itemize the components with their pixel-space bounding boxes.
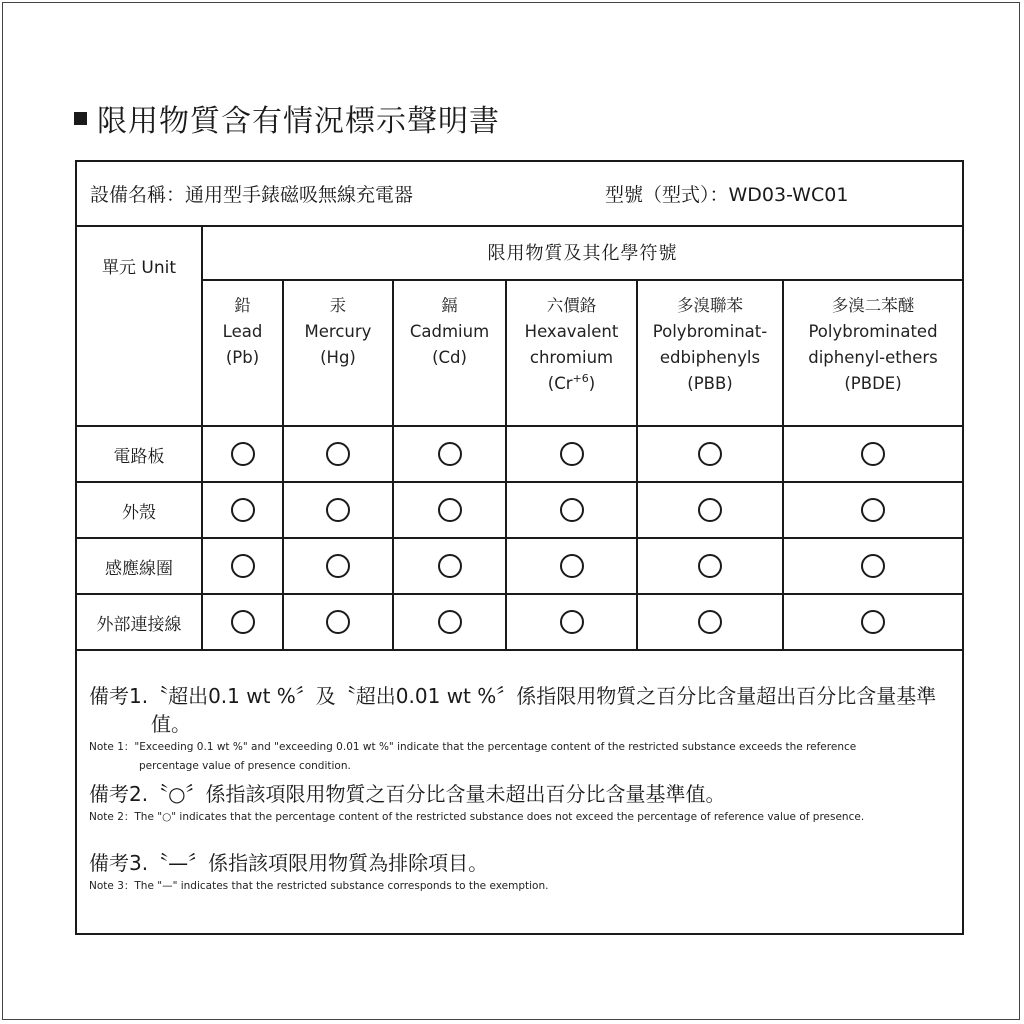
cell-mark <box>393 482 506 538</box>
circle-icon <box>861 554 885 578</box>
cell-mark <box>637 482 783 538</box>
note-1-en: Note 1："Exceeding 0.1 wt %" and "exceeding 0.01 wt %" indicate that the percentage content of the restricted substance exceeds the reference <box>89 741 857 753</box>
circle-icon <box>560 554 584 578</box>
declaration-box <box>75 160 964 935</box>
circle-icon <box>861 610 885 634</box>
cell-mark <box>393 426 506 482</box>
table-row <box>77 538 962 594</box>
circle-icon <box>231 610 255 634</box>
circle-icon <box>560 498 584 522</box>
cell-mark <box>637 538 783 594</box>
circle-icon <box>861 442 885 466</box>
page-heading <box>74 96 500 140</box>
table-row <box>77 426 962 482</box>
unit-header-cell <box>77 225 202 426</box>
device-info-row <box>77 162 962 227</box>
substance-header-pbb: 多溴聯苯 Polybrominat- edbiphenyls (PBB) <box>637 280 783 426</box>
bullet-square-icon <box>74 112 87 125</box>
cell-mark <box>202 426 283 482</box>
row-label: 外部連接線 <box>77 594 202 650</box>
cell-mark <box>637 594 783 650</box>
cell-mark <box>783 594 962 650</box>
cell-mark <box>283 482 393 538</box>
circle-icon <box>326 498 350 522</box>
note-3-en: Note 3：The "—" indicates that the restricted substance corresponds to the exemption. <box>89 880 549 892</box>
notes-section <box>89 682 949 896</box>
cell-mark <box>506 482 637 538</box>
cell-mark <box>283 594 393 650</box>
substance-header-pbde: 多溴二苯醚 Polybrominated diphenyl-ethers (PBDE) <box>783 280 962 426</box>
cell-mark <box>783 482 962 538</box>
table-row <box>77 482 962 538</box>
cell-mark <box>283 426 393 482</box>
circle-icon <box>326 610 350 634</box>
note-3-zh: 備考3.〝—〞係指該項限用物質為排除項目。 <box>89 851 489 875</box>
circle-icon <box>231 554 255 578</box>
circle-icon <box>560 442 584 466</box>
circle-icon <box>698 610 722 634</box>
circle-icon <box>326 554 350 578</box>
cell-mark <box>202 538 283 594</box>
cell-mark <box>202 482 283 538</box>
circle-icon <box>698 442 722 466</box>
circle-icon <box>698 554 722 578</box>
substance-header-cadmium: 鎘 Cadmium (Cd) <box>393 280 506 426</box>
cell-mark <box>283 538 393 594</box>
cell-mark <box>783 426 962 482</box>
circle-icon <box>560 610 584 634</box>
device-name: 設備名稱：通用型手錶磁吸無線充電器 <box>90 184 414 206</box>
table-row <box>77 594 962 650</box>
cell-mark <box>506 594 637 650</box>
circle-icon <box>438 498 462 522</box>
row-label: 感應線圈 <box>77 538 202 594</box>
circle-icon <box>438 554 462 578</box>
cell-mark <box>506 426 637 482</box>
substance-header-mercury: 汞 Mercury (Hg) <box>283 280 393 426</box>
circle-icon <box>438 442 462 466</box>
substances-header: 限用物質及其化學符號 <box>202 225 962 280</box>
cell-mark <box>783 538 962 594</box>
substance-header-lead: 鉛 Lead (Pb) <box>202 280 283 426</box>
cell-mark <box>202 594 283 650</box>
note-2-zh: 備考2.〝○〞係指該項限用物質之百分比含量未超出百分比含量基準值。 <box>89 782 726 806</box>
note-1-zh-cont: 值。 <box>151 712 191 736</box>
circle-icon <box>326 442 350 466</box>
row-label: 外殼 <box>77 482 202 538</box>
circle-icon <box>861 498 885 522</box>
cell-mark <box>506 538 637 594</box>
cell-mark <box>393 594 506 650</box>
substance-table <box>77 225 962 651</box>
substance-header-hexavalent-chromium: 六價鉻 Hexavalent chromium $(Cr^{+6})$ <box>506 280 637 426</box>
note-1-zh: 備考1.〝超出0.1 wt %〞及〝超出0.01 wt %〞係指限用物質之百分比含量超出百分比含量基準 <box>89 684 937 708</box>
model-number: 型號（型式）：WD03-WC01 <box>605 184 849 206</box>
circle-icon <box>231 442 255 466</box>
note-2-en: Note 2：The "○" indicates that the percentage content of the restricted substance does not exceed the percentage of reference value of presence. <box>89 811 865 823</box>
note-1-en-cont: percentage value of presence condition. <box>139 760 351 772</box>
row-label: 電路板 <box>77 426 202 482</box>
heading-title: 限用物質含有情況標示聲明書 <box>97 104 500 139</box>
circle-icon <box>438 610 462 634</box>
circle-icon <box>698 498 722 522</box>
cell-mark <box>393 538 506 594</box>
unit-header: 單元 Unit <box>101 258 176 278</box>
circle-icon <box>231 498 255 522</box>
cell-mark <box>637 426 783 482</box>
